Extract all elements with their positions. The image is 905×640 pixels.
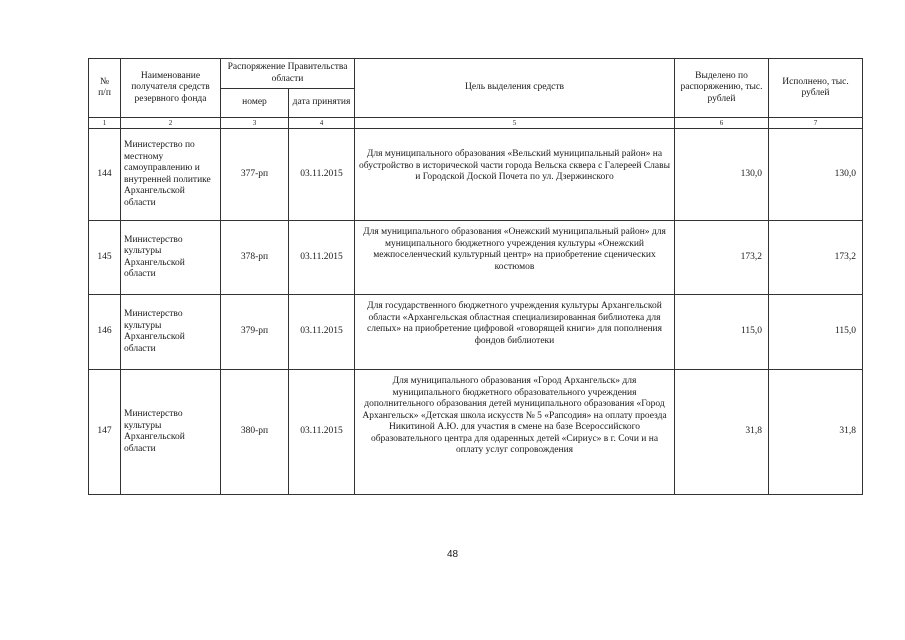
recipient-name: Министерство культуры Архангельской области xyxy=(121,221,221,295)
header-executed: Исполнено, тыс. рублей xyxy=(769,59,863,118)
row-number: 146 xyxy=(89,295,121,370)
executed-amount: 115,0 xyxy=(769,295,863,370)
purpose-text: Для муниципального образования «Онежский муниципальный район» для муниципального бюджетного учреждения культуры «Онежский межпоселенческий культурный центр» на приобретение сценических костюмов xyxy=(355,221,675,295)
column-number: 5 xyxy=(355,118,675,129)
order-date: 03.11.2015 xyxy=(289,370,355,495)
header-no: № п/п xyxy=(89,59,121,118)
header-order-number: номер xyxy=(221,89,289,118)
order-number: 378-рп xyxy=(221,221,289,295)
allocated-amount: 115,0 xyxy=(675,295,769,370)
purpose-text: Для муниципального образования «Город Архангельск» для муниципального бюджетного образовательного учреждения дополнительного образования детей муниципального образования «Город Архангельск» «Детская школа искусств № 5 «Рапсодия» на оплату проезда Никитиной А.Ю. для участия в смене на базе Всероссийского образовательного центра для одаренных детей «Сириус» в г. Сочи и на оплату услуг сопровождения xyxy=(355,370,675,495)
order-number: 380-рп xyxy=(221,370,289,495)
header-order-date: дата принятия xyxy=(289,89,355,118)
order-number: 377-рп xyxy=(221,129,289,221)
executed-amount: 31,8 xyxy=(769,370,863,495)
column-number: 3 xyxy=(221,118,289,129)
column-number: 2 xyxy=(121,118,221,129)
column-number: 1 xyxy=(89,118,121,129)
header-allocated: Выделено по распоряжению, тыс. рублей xyxy=(675,59,769,118)
recipient-name: Министерство культуры Архангельской области xyxy=(121,370,221,495)
row-number: 145 xyxy=(89,221,121,295)
order-date: 03.11.2015 xyxy=(289,129,355,221)
recipient-name: Министерство по местному самоуправлению и внутренней политике Архангельской области xyxy=(121,129,221,221)
table-row xyxy=(89,370,863,495)
header-order-group: Распоряжение Правительства области xyxy=(221,59,355,89)
purpose-text: Для муниципального образования «Вельский муниципальный район» на обустройство в исторической части города Вельска сквера с Галереей Славы и Городской Доской Почета по ул. Дзержинского xyxy=(355,129,675,221)
executed-amount: 173,2 xyxy=(769,221,863,295)
purpose-text: Для государственного бюджетного учреждения культуры Архангельской области «Архангельская областная специализированная библиотека для слепых» на приобретение цифровой «говорящей книги» для пополнения фондов библиотеки xyxy=(355,295,675,370)
allocated-amount: 31,8 xyxy=(675,370,769,495)
executed-amount: 130,0 xyxy=(769,129,863,221)
allocated-amount: 173,2 xyxy=(675,221,769,295)
column-number: 6 xyxy=(675,118,769,129)
column-number: 7 xyxy=(769,118,863,129)
order-date: 03.11.2015 xyxy=(289,221,355,295)
table-row xyxy=(89,295,863,370)
table-row xyxy=(89,129,863,221)
header-purpose: Цель выделения средств xyxy=(355,59,675,118)
order-number: 379-рп xyxy=(221,295,289,370)
row-number: 147 xyxy=(89,370,121,495)
header-recipient: Наименование получателя средств резервного фонда xyxy=(121,59,221,118)
order-date: 03.11.2015 xyxy=(289,295,355,370)
allocated-amount: 130,0 xyxy=(675,129,769,221)
reserve-fund-table xyxy=(88,58,863,495)
page-number: 48 xyxy=(446,549,459,560)
table-row xyxy=(89,221,863,295)
recipient-name: Министерство культуры Архангельской области xyxy=(121,295,221,370)
column-number: 4 xyxy=(289,118,355,129)
row-number: 144 xyxy=(89,129,121,221)
